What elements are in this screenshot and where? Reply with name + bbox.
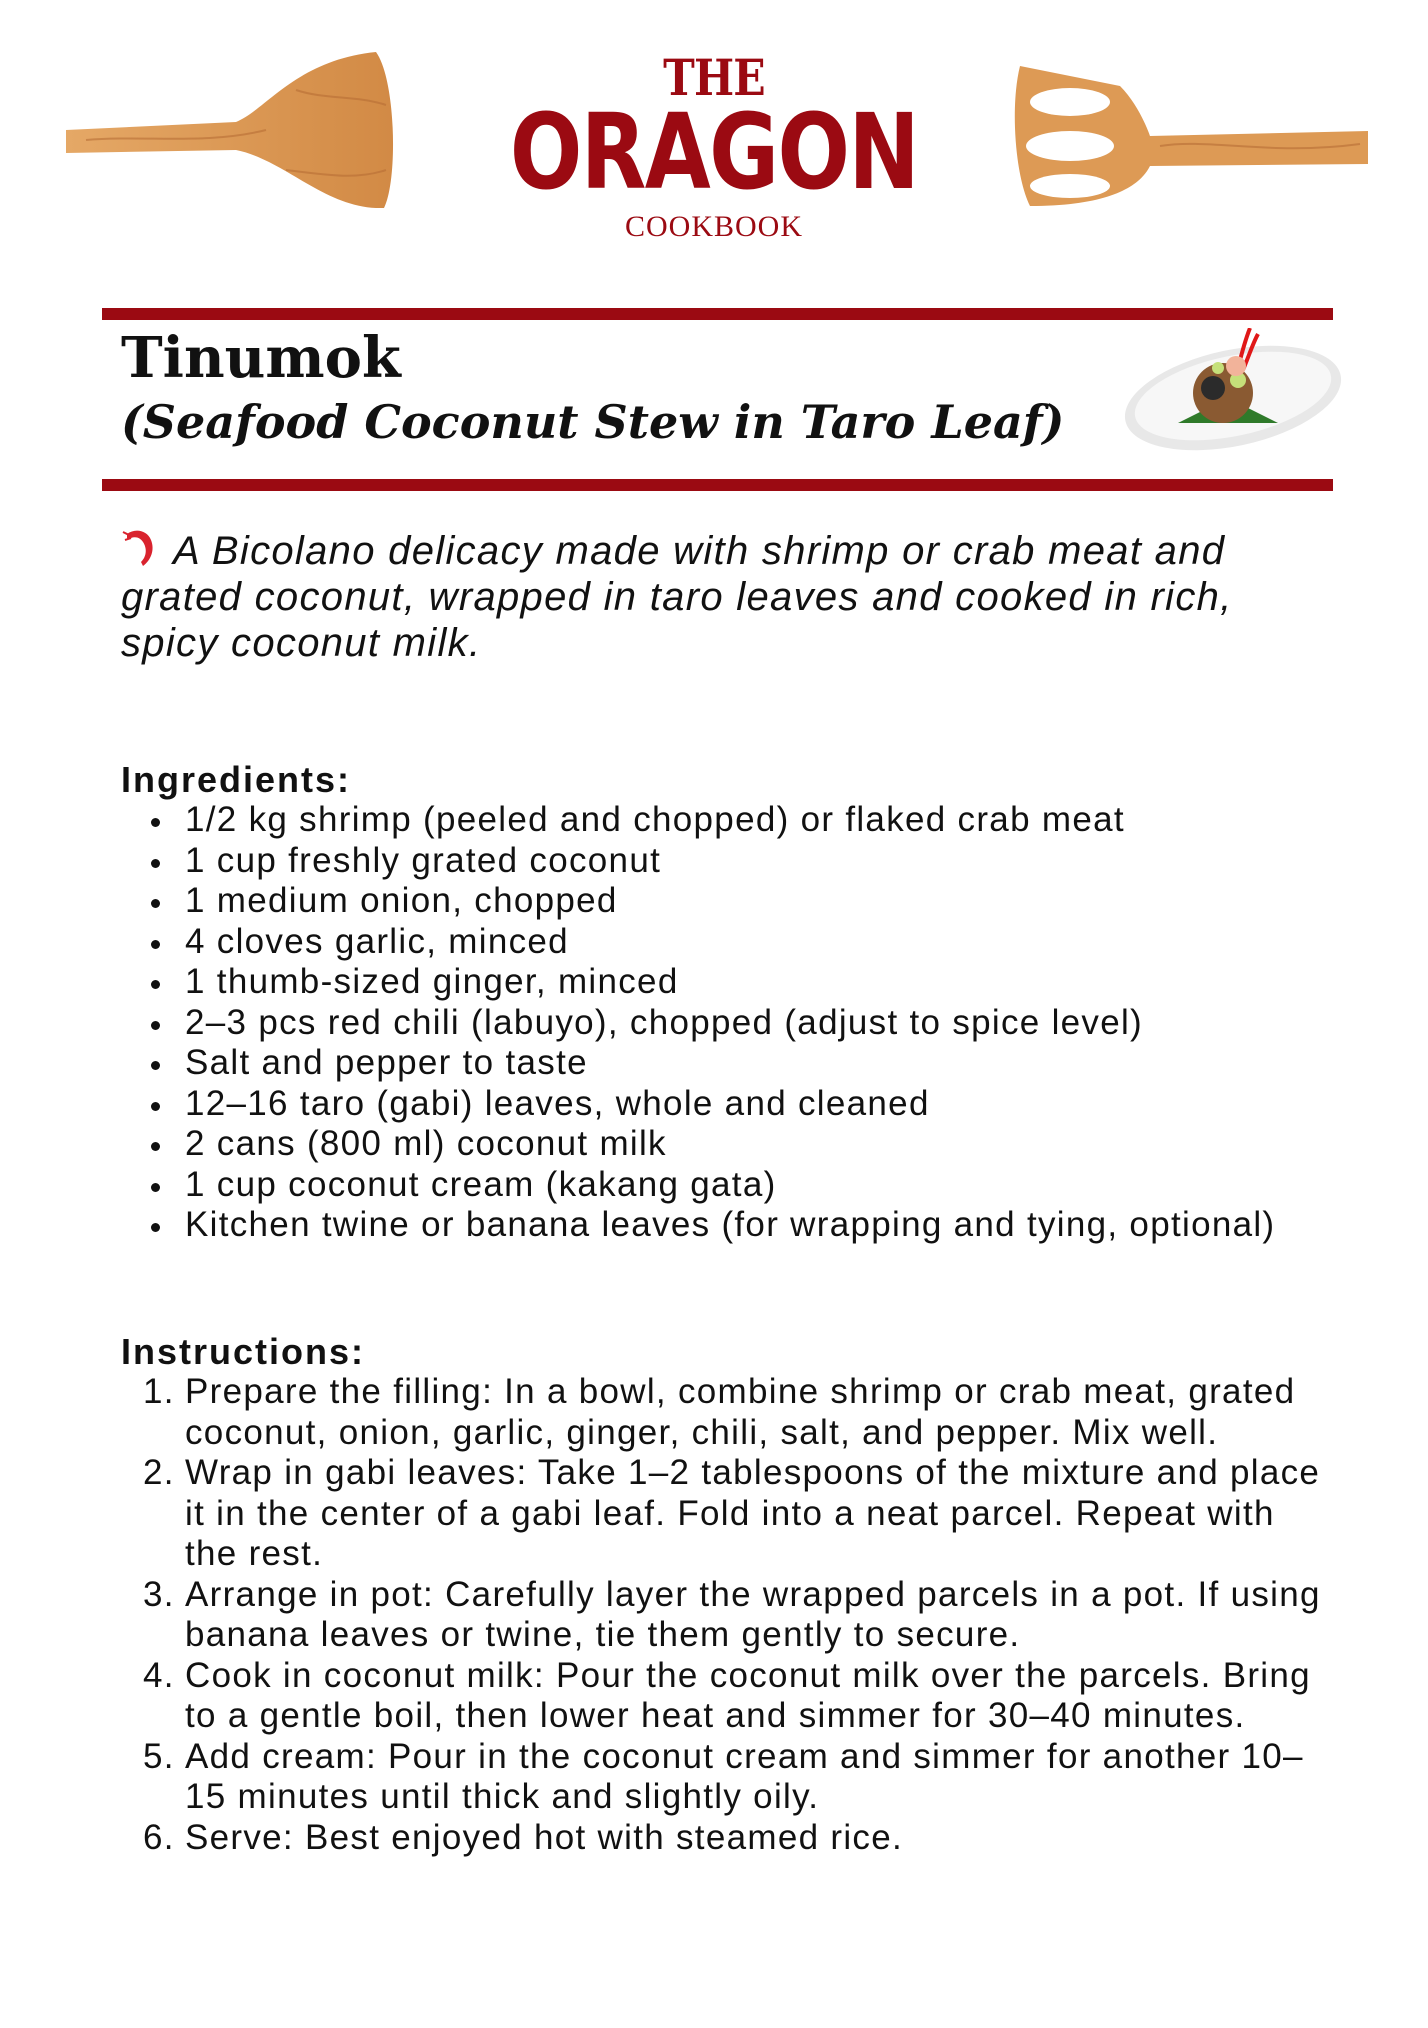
ingredient-item: 12–16 taro (gabi) leaves, whole and cleaned — [121, 1084, 1335, 1125]
step-number: 4. — [143, 1655, 175, 1695]
ingredient-item: 2 cans (800 ml) coconut milk — [121, 1124, 1335, 1165]
step-text: Cook in coconut milk: Pour the coconut milk over the parcels. Bring to a gentle boil, then lower heat and simmer for 30–40 minutes. — [185, 1655, 1311, 1735]
step-text: Serve: Best enjoyed hot with steamed rice. — [185, 1817, 903, 1857]
ingredients-section — [121, 760, 1321, 1246]
instruction-step — [121, 1575, 1335, 1656]
instruction-step — [121, 1818, 1335, 1859]
ingredients-list — [121, 800, 1321, 1246]
ingredient-item: Kitchen twine or banana leaves (for wrapping and tying, optional) — [121, 1205, 1285, 1246]
ingredient-item: 1 medium onion, chopped — [121, 881, 1335, 922]
ingredient-item: 4 cloves garlic, minced — [121, 922, 1335, 963]
instructions-section — [121, 1332, 1321, 1858]
step-text: Arrange in pot: Carefully layer the wrapped parcels in a pot. If using banana leaves or twine, tie them gently to secure. — [185, 1574, 1321, 1654]
ingredients-heading: Ingredients: — [121, 759, 352, 800]
recipe-title: Tinumok — [121, 325, 401, 391]
instructions-list — [121, 1372, 1321, 1858]
logo-the: THE — [663, 48, 765, 107]
step-text: Add cream: Pour in the coconut cream and simmer for another 10–15 minutes until thick and slightly oily. — [185, 1736, 1304, 1816]
step-text: Wrap in gabi leaves: Take 1–2 tablespoons of the mixture and place it in the center of a gabi leaf. Fold into a neat parcel. Repeat with the rest. — [185, 1453, 1321, 1573]
recipe-subtitle: (Seafood Coconut Stew in Taro Leaf) — [121, 395, 1065, 449]
step-number: 5. — [143, 1736, 175, 1776]
divider-bottom — [102, 479, 1333, 491]
instruction-step — [121, 1453, 1335, 1575]
step-number: 2. — [143, 1453, 175, 1492]
step-number: 6. — [143, 1817, 175, 1857]
step-text: Prepare the filling: In a bowl, combine shrimp or crab meat, grated coconut, onion, garlic, ginger, chili, salt, and pepper. Mix well. — [185, 1372, 1296, 1452]
ingredient-item: 1 cup freshly grated coconut — [121, 841, 1335, 882]
description-text: A Bicolano delicacy made with shrimp or crab meat and grated coconut, wrapped in taro leaves and cooked in rich, spicy coconut milk. — [121, 529, 1233, 665]
ingredient-item: 1/2 kg shrimp (peeled and chopped) or flaked crab meat — [121, 800, 1335, 841]
ingredient-item: 2–3 pcs red chili (labuyo), chopped (adjust to spice level) — [121, 1003, 1335, 1044]
ingredient-item: 1 thumb-sized ginger, minced — [121, 962, 1335, 1003]
instructions-heading: Instructions: — [121, 1331, 366, 1372]
shrimp-icon — [121, 528, 165, 568]
logo-cookbook: COOKBOOK — [624, 210, 803, 243]
ingredient-item: Salt and pepper to taste — [121, 1043, 1335, 1084]
divider-top — [102, 308, 1333, 320]
instruction-step — [121, 1372, 1335, 1453]
instruction-step — [121, 1737, 1335, 1818]
instruction-step — [121, 1656, 1335, 1737]
dish-plate-image — [1118, 328, 1348, 458]
ingredient-item: 1 cup coconut cream (kakang gata) — [121, 1165, 1335, 1206]
step-number: 1. — [143, 1372, 175, 1411]
step-number: 3. — [143, 1574, 175, 1614]
logo-oragon: ORAGON — [509, 91, 919, 213]
recipe-description — [121, 528, 1321, 666]
